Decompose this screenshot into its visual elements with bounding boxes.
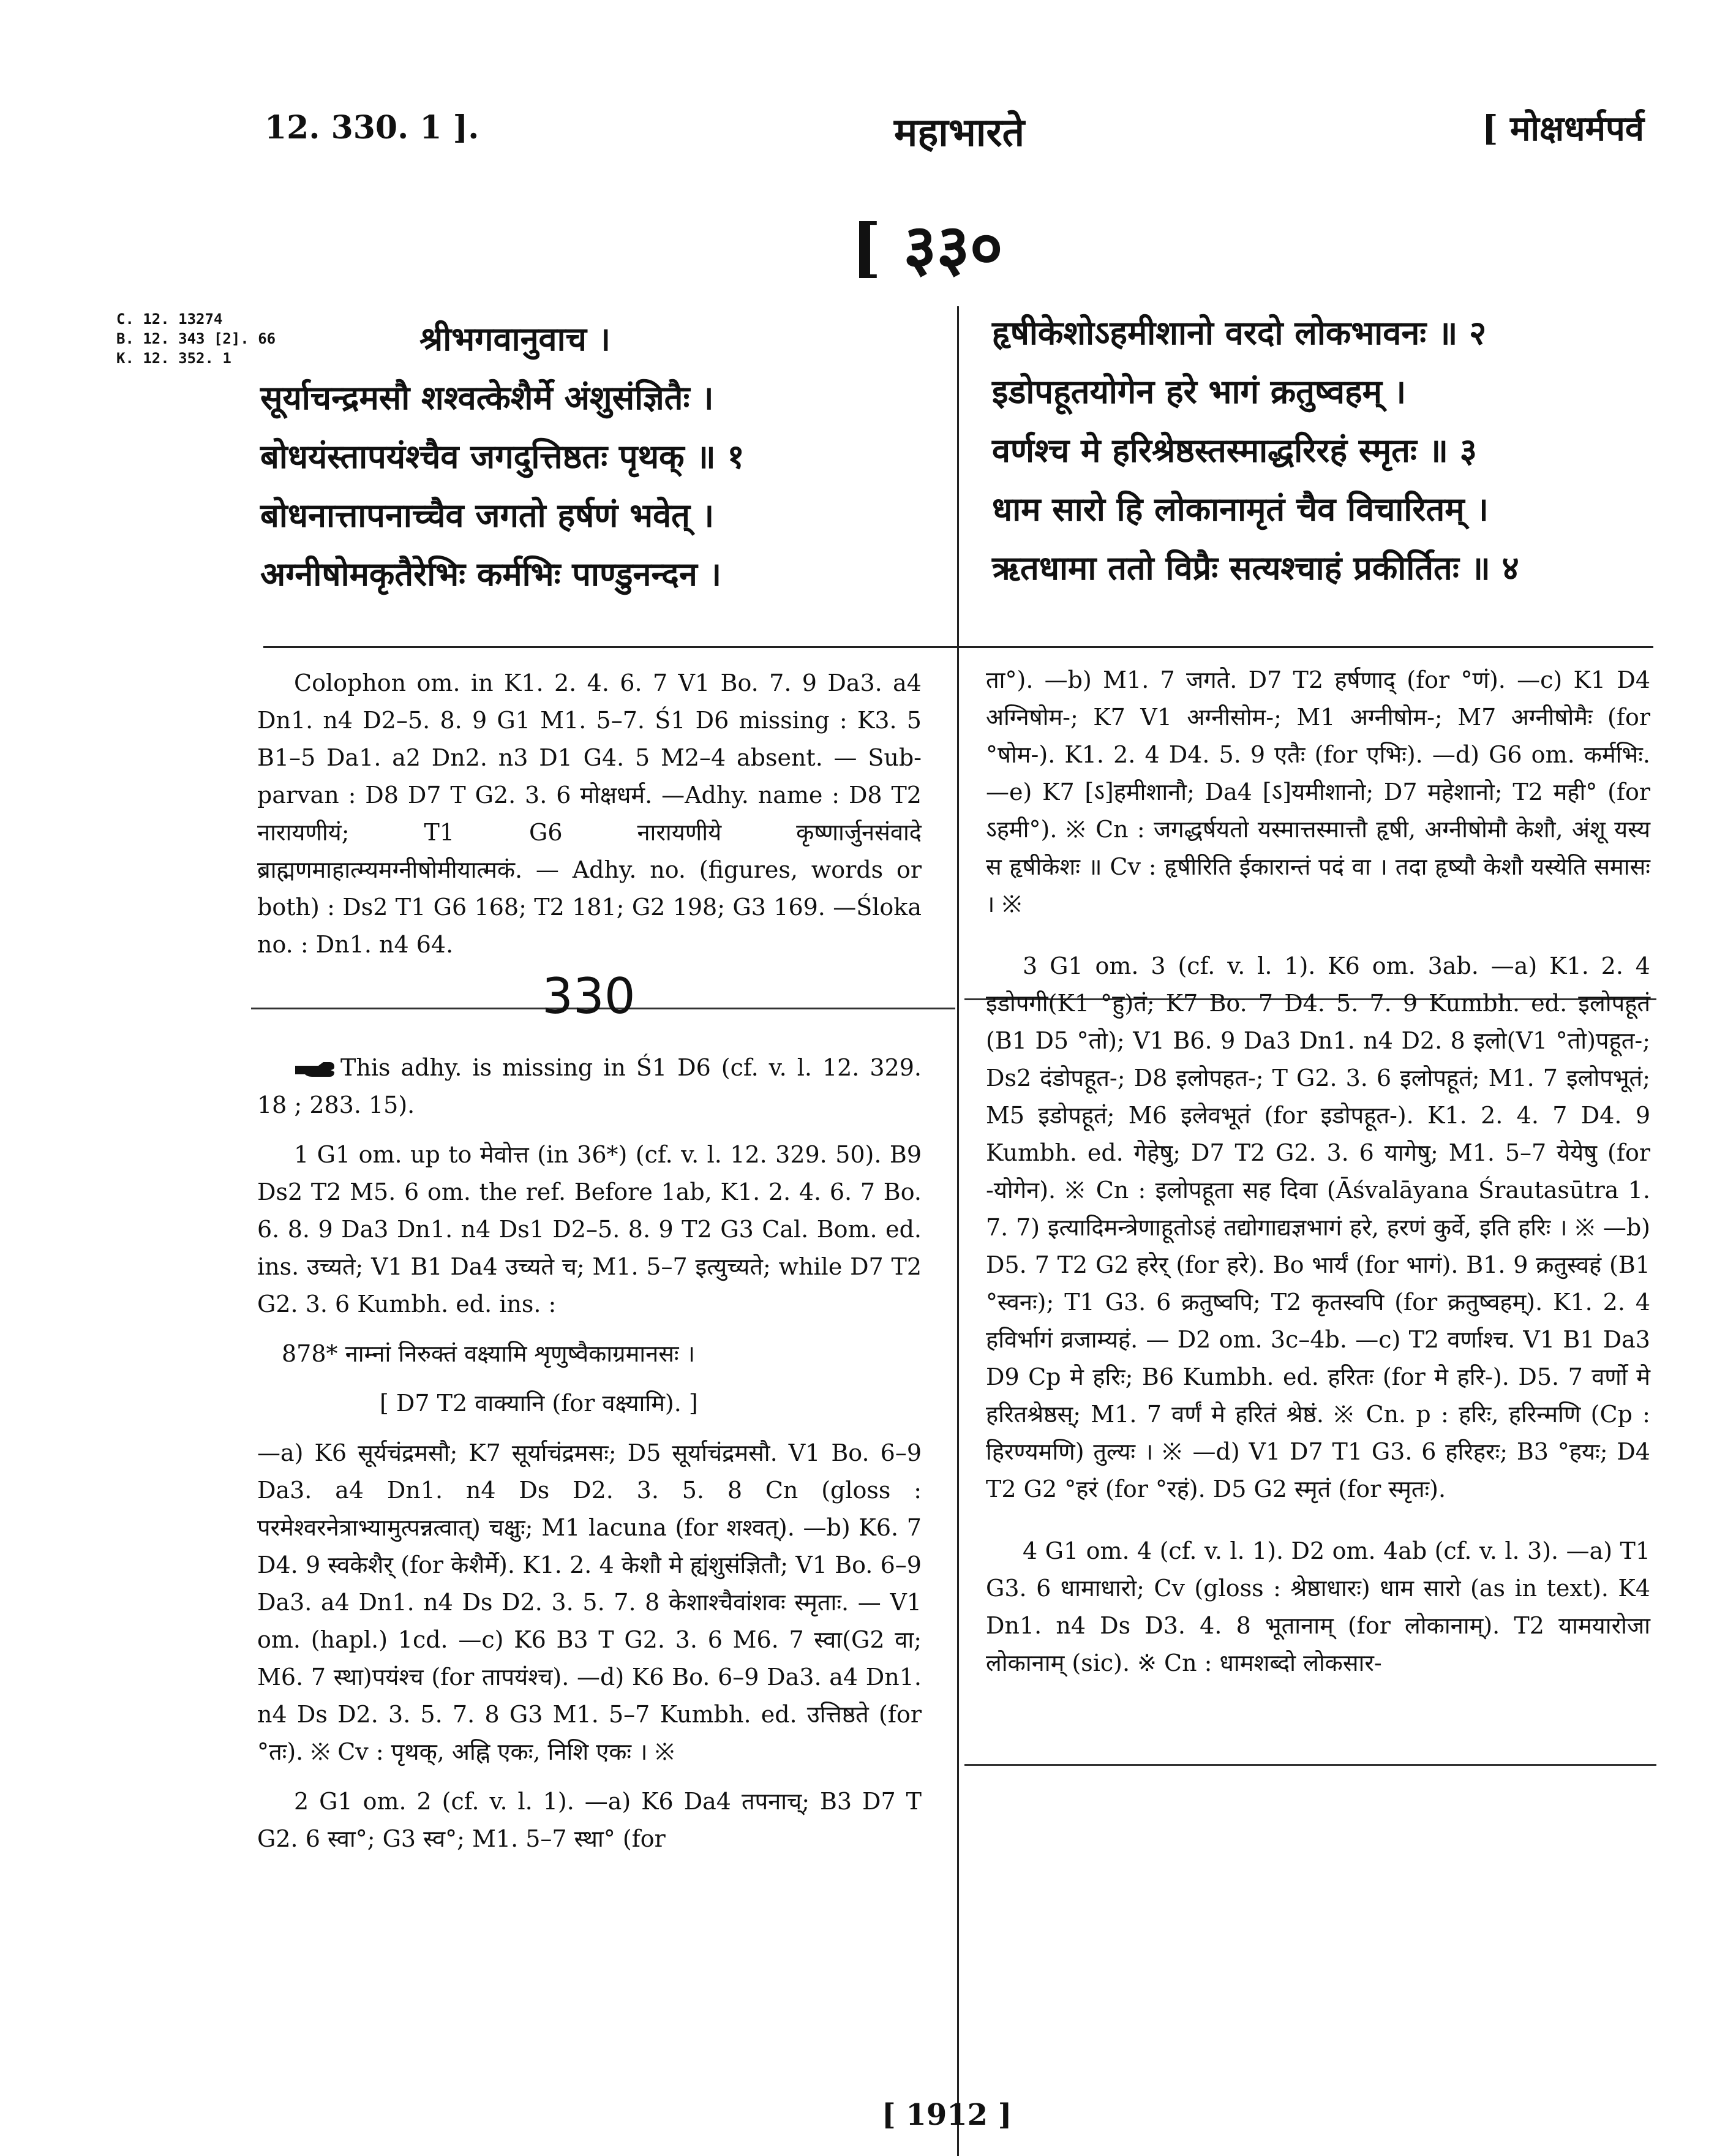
missing-note: [257, 1049, 922, 1124]
text-apparatus-divider: [263, 646, 1653, 648]
column-divider: [957, 306, 959, 2156]
verse-line: ऋतधामा ततो विप्रैः सत्यश्चाहं प्रकीर्तितः ॥ ४: [992, 548, 1519, 587]
colophon-note: Colophon om. in K1. 2. 4. 6. 7 V1 Bo. 7. 9 Da3. a4 Dn1. n4 D2–5. 8. 9 G1 M1. 5–7. Ś1 D6 missing : K3. 5 B1–5 Da1. a2 Dn2. n3 D1 G4. 5 M2–4 absent. — Sub-parvan : D8 D7 T G2. 3. 6 मोक्षधर्म. —Adhy. name : D8 T2 नारायणीयं; T1 G6 नारायणीये कृष्णार्जुनसंवादे ब्राह्मणमाहात्म्यमग्नीषोमीयात्मकं. — Adhy. no. (figures, words or both) : Ds2 T1 G6 168; T2 181; G2 198; G3 169. —Śloka no. : Dn1. n4 64.: [257, 669, 922, 958]
concordance-line: K. 12. 352. 1: [116, 350, 231, 367]
running-reference: 12. 330. 1 ].: [265, 109, 479, 146]
star-passage: 878* नाम्नां निरुक्तं वक्ष्यामि शृणुष्वैकाग्रमानसः ।: [282, 1340, 696, 1367]
page-number: [ 1912 ]: [882, 2098, 1012, 2132]
apparatus-right: [986, 662, 1650, 1694]
verse-line: हृषीकेशोऽहमीशानो वरदो लोकभावनः ॥ २: [992, 313, 1487, 352]
variant-note-2: 2 G1 om. 2 (cf. v. l. 1). —a) K6 Da4 तपनाच्; B3 D7 T G2. 6 स्वा°; G3 स्व°; M1. 5–7 स्था° (for: [257, 1788, 922, 1852]
adhyaya-number-large: 330: [542, 968, 636, 1025]
concordance-line: B. 12. 343 [2]. 66: [116, 330, 276, 347]
variant-note-1b: —a) K6 सूर्यचंद्रमसौ; K7 सूर्याचंद्रमसः; D5 सूर्याचंद्रमसौ. V1 Bo. 6–9 Da3. a4 Dn1. n4 Ds D2. 3. 5. 8 Cn (gloss : परमेश्वरनेत्राभ्यामुत्पन्नत्वात्) चक्षुः; M1 lacuna (for शश्वत्). —b) K6. 7 D4. 9 स्वकेशैर् (for केशैर्मे). K1. 2. 4 केशौ मे ह्यंशुसंज्ञितौ; V1 Bo. 6–9 Da3. a4 Dn1. n4 Ds D2. 3. 5. 7. 8 केशाश्चैवांशवः स्मृताः. — V1 om. (hapl.) 1cd. —c) K6 B3 T G2. 3. 6 M6. 7 स्वा(G2 वा; M6. 7 स्था)पयंश्च (for तापयंश्च). —d) K6 Bo. 6–9 Da3. a4 Dn1. n4 Ds D2. 3. 5. 7. 8 G3 M1. 5–7 Kumbh. ed. उत्तिष्ठते (for °तः). ※ Cv : पृथक्, अह्नि एकः, निशि एकः । ※: [257, 1439, 922, 1765]
verse-line: इडोपहूतयोगेन हरे भागं क्रतुष्वहम् ।: [992, 372, 1407, 411]
verse-line: सूर्याचन्द्रमसौ शश्वत्केशैर्मे अंशुसंज्ञितैः ।: [260, 378, 714, 417]
speaker-line: श्रीभगवानुवाच ।: [419, 319, 611, 358]
pointing-hand-icon: [294, 1060, 337, 1080]
concordance-block: [116, 309, 276, 368]
verse-column-right: [992, 303, 1653, 597]
verse-line: बोधयंस्तापयंश्चैव जगदुत्तिष्ठतः पृथक् ॥ १: [260, 437, 745, 476]
parvan-title: [ मोक्षधर्मपर्व: [1481, 108, 1644, 149]
missing-note-text: This adhy. is missing in Ś1 D6 (cf. v. l. 12. 329. 18 ; 283. 15).: [257, 1054, 922, 1118]
adhyaya-heading: [ ३३०: [851, 209, 1003, 285]
verse-line: बोधनात्तापनाच्चैव जगतो हर्षणं भवेत् ।: [260, 496, 715, 535]
variant-note-4: 4 G1 om. 4 (cf. v. l. 1). D2 om. 4ab (cf. v. l. 3). —a) T1 G3. 6 धामाधारो; Cv (gloss : श्रेष्ठाधारः) धाम सारो (as in text). K4 Dn1. n4 Ds D3. 4. 8 भूतानाम् (for लोकानाम्). T2 यामयारोजा लोकानाम् (sic). ※ Cn : धामशब्दो लोकसार-: [986, 1537, 1650, 1676]
star-variant: [ D7 T2 वाक्यानि (for वक्ष्यामि). ]: [380, 1390, 698, 1417]
variant-note-3: 3 G1 om. 3 (cf. v. l. 1). K6 om. 3ab. —a) K1. 2. 4 इडोपगी(K1 °हु)तं; K7 Bo. 7 D4. 5. 7. 9 Kumbh. ed. इलोपहूतं (B1 D5 °तो); V1 B6. 9 Da3 Dn1. n4 D2. 8 इलो(V1 °तो)पहूत-; Ds2 दंडोपहूत-; D8 इलोपहत-; T G2. 3. 6 इलोपहूतं; M1. 7 इलोपभूतं; M5 इडोपहूतं; M6 इलेवभूतं (for इडोपहूत-). K1. 2. 4. 7 D4. 9 Kumbh. ed. गेहेषु; D7 T2 G2. 3. 6 यागेषु; M1. 5–7 येयेषु (for -योगेन). ※ Cn : इलोपहूता सह दिवा (Āśvalāyana Śrautasūtra 1. 7. 7) इत्यादिमन्त्रेणाहूतोऽहं तद्योगाद्यज्ञभागं हरे, हरणं कुर्वे, इति हरिः । ※ —b) D5. 7 T2 G2 हरेर् (for हरे). Bo भार्यं (for भागं). B1. 9 क्रतुस्वहं (B1 °स्वनः); T1 G3. 6 क्रतुष्वपि; T2 कृतस्वपि (for क्रतुष्वहम्). K1. 2. 4 हविर्भागं व्रजाम्यहं. — D2 om. 3c–4b. —c) T2 वर्णाश्च. V1 B1 Da3 D9 Cp मे हरिः; B6 Kumbh. ed. हरितः (for मे हरि-). D5. 7 वर्णो मे हरितश्रेष्ठस्; M1. 7 वर्णं मे हरितं श्रेष्ठं. ※ Cn. p : हरिः, हरिन्मणि (Cp : हिरण्यमणि) तुल्यः । ※ —d) V1 D7 T1 G3. 6 हरिहरः; B3 °हयः; D4 T2 G2 °हरं (for °रहं). D5 G2 स्मृतं (for स्मृतः).: [986, 952, 1650, 1502]
verse-line: धाम सारो हि लोकानामृतं चैव विचारितम् ।: [992, 489, 1489, 529]
verse-line: वर्णश्च मे हरिश्रेष्ठस्तस्माद्धरिरहं स्मृतः ॥ ३: [992, 431, 1477, 470]
variant-note-1: 1 G1 om. up to मेवोत्त (in 36*) (cf. v. l. 12. 329. 50). B9 Ds2 T2 M5. 6 om. the ref. Before 1ab, K1. 2. 4. 6. 7 Bo. 6. 8. 9 Da3 Dn1. n4 Ds1 D2–5. 8. 9 T2 G3 Cal. Bom. ed. ins. उच्यते; V1 B1 Da4 उच्यते च; M1. 5–7 इत्युच्यते; while D7 T2 G2. 3. 6 Kumbh. ed. ins. :: [257, 1141, 922, 1317]
apparatus-left: [257, 665, 922, 1870]
verse-line: अग्नीषोमकृतैरेभिः कर्मभिः पाण्डुनन्दन ।: [260, 554, 722, 594]
section-rule: [964, 1764, 1656, 1766]
verse-column-left: [260, 309, 934, 603]
running-title: महाभारते: [894, 110, 1025, 156]
variant-note-continuation: ता°). —b) M1. 7 जगते. D7 T2 हर्षणाद् (for °णं). —c) K1 D4 अग्निषोम-; K7 V1 अग्नीसोम-; M1 अग्नीषोम-; M7 अग्नीषोमैः (for °षोम-). K1. 2. 4 D4. 5. 9 एतैः (for एभिः). —d) G6 om. कर्मभिः. —e) K7 [ऽ]हमीशानौ; Da4 [ऽ]यमीशानो; D7 महेशानो; T2 मही° (for ऽहमी°). ※ Cn : जगद्धर्षयतो यस्मात्तस्मात्तौ हृषी, अग्नीषोमौ केशौ, अंशू यस्य स हृषीकेशः ॥ Cv : हृषीरिति ईकारान्तं पदं वा । तदा हृष्यौ केशौ यस्येति समासः । ※: [986, 666, 1650, 918]
concordance-line: C. 12. 13274: [116, 311, 223, 328]
